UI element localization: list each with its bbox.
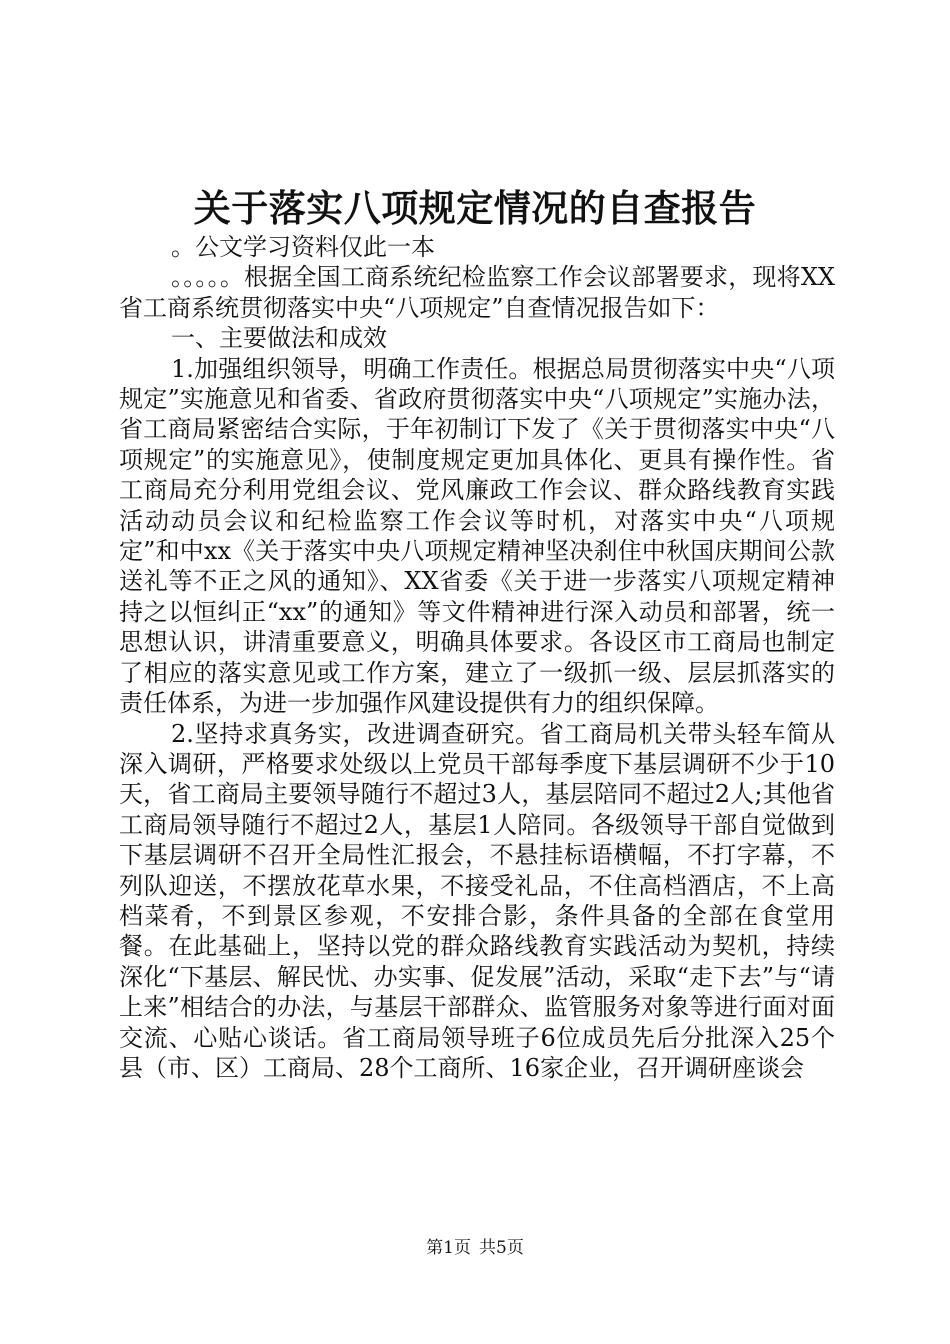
document-title: 关于落实八项规定情况的自查报告 <box>193 186 757 230</box>
paragraph-item-2: 2.坚持求真务实，改进调查研究。省工商局机关带头轻车简从深入调研，严格要求处级以上党员干部每季度下基层调研不少于10天，省工商局主要领导随行不超过3人，基层陪同不超过2人;其他省工商局领导随行不超过2人，基层1人陪同。各级领导干部自觉做到下基层调研不召开全局性汇报会，不悬挂标语横幅，不打字幕，不列队迎送，不摆放花草水果，不接受礼品，不住高档酒店，不上高档菜肴，不到景区参观，不安排合影，条件具备的全部在食堂用餐。在此基础上，坚持以党的群众路线教育实践活动为契机，持续深化“下基层、解民忧、办实事、促发展”活动，采取“走下去”与“请上来”相结合的办法，与基层干部群众、监管服务对象等进行面对面交流、心贴心谈话。省工商局领导班子6位成员先后分批深入25个县（市、区）工商局、28个工商所、16家企业，召开调研座谈会 <box>119 719 835 1082</box>
section-heading: 一、主要做法和成效 <box>171 324 387 353</box>
page-number: 第1页 <box>426 1238 471 1258</box>
page-footer <box>0 1236 950 1260</box>
paragraph-item-1: 1.加强组织领导，明确工作责任。根据总局贯彻落实中央“八项规定”实施意见和省委、省政府贯彻落实中央“八项规定”实施办法，省工商局紧密结合实际，于年初制订下发了《关于贯彻落实中央“八项规定”的实施意见》，使制度规定更加具体化、更具有操作性。省工商局充分利用党组会议、党风廉政工作会议、群众路线教育实践活动动员会议和纪检监察工作会议等时机，对落实中央“八项规定”和中xx《关于落实中央八项规定精神坚决刹住中秋国庆期间公款送礼等不正之风的通知》、XX省委《关于进一步落实八项规定精神持之以恒纠正“xx”的通知》等文件精神进行深入动员和部署，统一思想认识，讲清重要意义，明确具体要求。各设区市工商局也制定了相应的落实意见或工作方案，建立了一级抓一级、层层抓落实的责任体系，为进一步加强作风建设提供有力的组织保障。 <box>119 354 835 718</box>
document-body <box>119 232 835 1083</box>
page-total: 共5页 <box>479 1238 524 1258</box>
paragraph-intro: 。。。。。根据全国工商系统纪检监察工作会议部署要求，现将XX省工商系统贯彻落实中央“八项规定”自查情况报告如下： <box>119 263 835 322</box>
paragraph-note: 。公文学习资料仅此一本 <box>171 233 435 261</box>
